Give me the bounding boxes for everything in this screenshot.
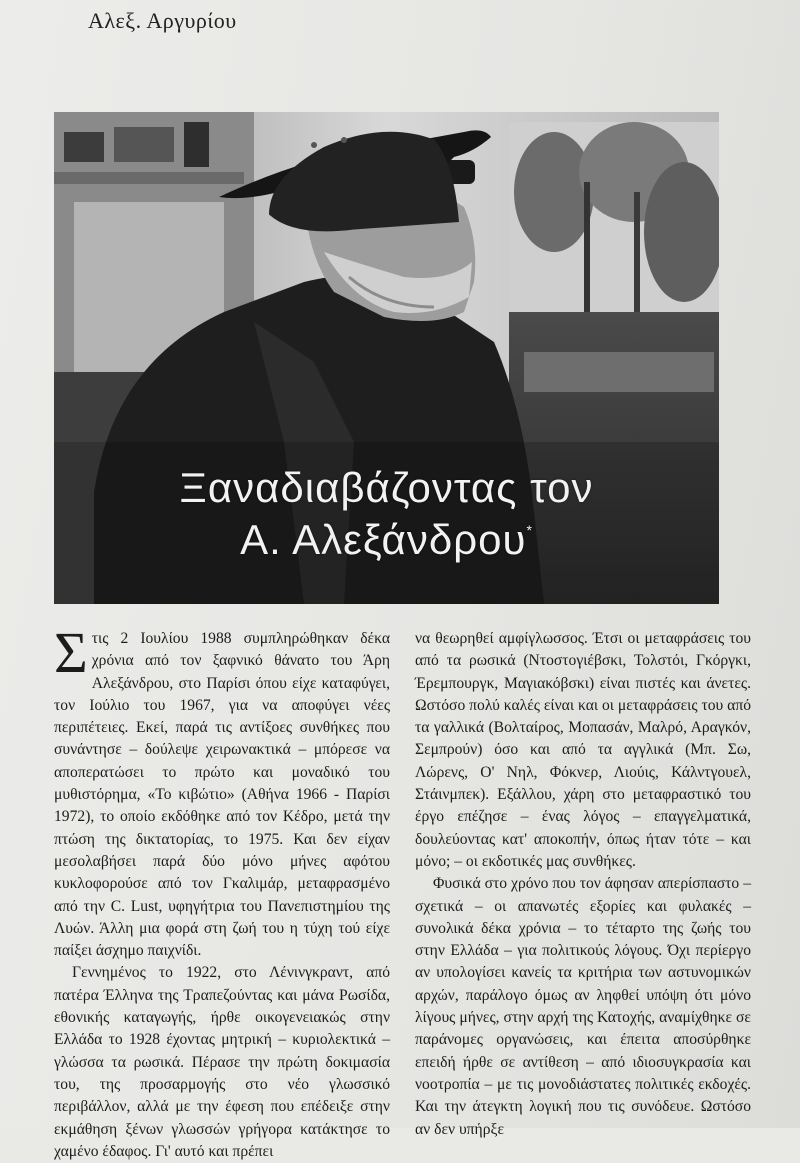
article-paragraph: να θεωρηθεί αμφίγλωσσος. Έτσι οι μεταφράσεις του από τα ρωσικά (Ντοστογιέβσκι, Τολστόι, Γκόργκι, Έρεμπουργκ, Μαγιακόβσκι) είναι πιστές και άνετες. Ωστόσο πολύ καλές είναι και οι μεταφράσεις του από τα γαλλικά (Βολταίρος, Μοπασάν, Μαλρό, Αραγκόν, Σεμπρούν) όσο και από τα αγγλικά (Μπ. Σω, Λώρενς, Ο' Νηλ, Φόκνερ, Λιούις, Κάλντγουελ, Στάινμπεκ). Εξάλλου, χάρη στο μεταφραστικό του έργο επέζησε – ένας λόγος – επαγγελματικά, δουλεύοντας κατ' αποκοπήν, όπως ήταν τότε – και μόνο; – οι εκδοτικές μας συνθήκες. <box>415 630 751 870</box>
feature-title-line2 <box>54 516 719 564</box>
article-paragraph: Γεννημένος το 1922, στο Λένινγκραντ, από πατέρα Έλληνα της Τραπεζούντας και μάνα Ρωσίδα, εθονικής καταγωγής, ήρθε οικογενειακώς στην Ελλάδα το 1928 έχοντας μητρική – κυριολεκτικά – γλώσσα τα ρωσικά. Πέρασε την πρώτη δοκιμασία του, της προσαρμογής στο νέο γλωσσικό περιβάλλον, αλλά με την έφεση που επέδειξε στην εκμάθηση ξένων γλωσσών γρήγορα κατάκτησε το χαμένο έδαφος. Γι' αυτό και πρέπει <box>54 964 390 1160</box>
drop-cap: Σ <box>54 620 88 685</box>
article-column-left <box>54 620 390 1163</box>
portrait-photo <box>54 112 719 604</box>
paragraph-text: τις 2 Ιουλίου 1988 συμπληρώθηκαν δέκα χρόνια από τον ξαφνικό θάνατο του Άρη Αλεξάνδρου, στο Παρίσι όπου είχε καταφύγει, τον Ιούλιο του 1967, για να αποφύγει νέες περιπέτειες. Εκεί, παρά τις αντίξοες συνθήκες που συνάντησε – δούλεψε χειρωνακτικά – μπόρεσε να αποπερατώσει το πρώτο και μοναδικό του μυθιστόρημα, «Το κιβώτιο» (Αθήνα 1966 - Παρίσι 1972), το οποίο εκδόθηκε από τον Κέδρο, μετά την πτώση της δικτατορίας, το 1975. Και δεν είχαν μεσολαβήσει παρά δύο μόνο μήνες αφότου κυκλοφορούσε από τον Γκαλιμάρ, μεταφρασμένο από την C. Lust, υφηγήτρια του Πανεπιστημίου της Λυών. Άλλη μια φορά στη ζωή του η τύχη τού είχε παίξει άσχημο παιχνίδι. <box>54 630 390 960</box>
author-name: Αλεξ. Αργυρίου <box>88 8 237 33</box>
article-paragraph <box>54 620 390 962</box>
feature-title-line1: Ξαναδιαβάζοντας τον <box>179 464 594 511</box>
feature-title-footnote-mark: * <box>526 522 533 538</box>
article-column-right <box>415 628 751 1141</box>
feature-title-name: Α. Αλεξάνδρου <box>240 516 527 563</box>
article-paragraph: Φυσικά στο χρόνο που τον άφησαν απερίσπαστο – σχετικά – οι απανωτές εξορίες και φυλακές – συνολικά δέκα χρόνια – το τέταρτο της ζωής του στην Ελλάδα – για πολιτικούς λόγους. Όχι περίεργο αν υπολογίσει κανείς τα κριτήρια των αστυνομικών αρχών, παράλογο όμως αν ληφθεί υπόψη ότι μόνο λίγους μήνες, στην αρχή της Κατοχής, αναμίχθηκε σε παράνομες οργανώσεις, και έπειτα αποσύρθηκε επειδή ήρθε σε αντίθεση – από ιδιοσυγκρασία και νοοτροπία – με τις μονοδιάστατες πολιτικές εκδοχές. Και την άτεγκτη λογική που τις συνόδευε. Ωστόσο αν δεν υπήρξε <box>415 875 751 1138</box>
